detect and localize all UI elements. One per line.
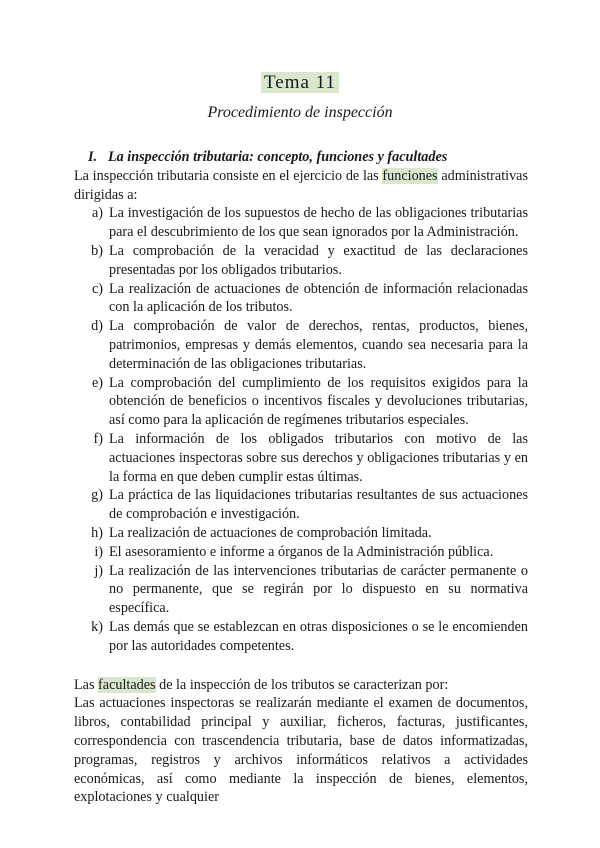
list-text: La información de los obligados tributarios con motivo de las actuaciones inspectoras sobre sus derechos y obligaciones tributarias y en la forma en que deben cumplir estas últimas.	[109, 430, 528, 485]
intro-before: La inspección tributaria consiste en el ejercicio de las	[74, 167, 383, 184]
list-item	[74, 374, 528, 430]
chapter-title	[0, 72, 600, 94]
list-item	[74, 562, 528, 618]
highlight-funciones: funciones	[382, 167, 438, 184]
document-body	[74, 148, 528, 807]
list-marker: a)	[91, 205, 103, 222]
section-heading	[74, 148, 528, 167]
functions-list	[74, 204, 528, 655]
facultades-paragraph: Las actuaciones inspectoras se realizarán mediante el examen de documentos, libros, contabilidad principal y auxiliar, ficheros, facturas, justificantes, correspondencia con trascendencia tributaria, base de datos informatizadas, programas, registros y archivos informáticos relativos a actividades económicas, así como mediante la inspección de bienes, elementos, explotaciones y cualquier	[74, 695, 528, 806]
list-item	[74, 317, 528, 373]
chapter-title-text: Tema 11	[261, 72, 339, 93]
chapter-subtitle: Procedimiento de inspección	[207, 104, 393, 121]
highlight-facultades: facultades	[98, 676, 156, 693]
intro-after: administrativas dirigidas a:	[74, 167, 528, 203]
list-item	[74, 280, 528, 318]
facultades-after: de la inspección de los tributos se caracterizan por:	[155, 676, 449, 693]
intro-paragraph	[74, 167, 528, 205]
list-text: La realización de las intervenciones tributarias de carácter permanente o no permanente, que se regirán por lo dispuesto en su normativa específica.	[109, 562, 528, 617]
list-text: La comprobación de valor de derechos, rentas, productos, bienes, patrimonios, empresas y demás elementos, cuando sea necesaria para la determinación de las obligaciones tributarias.	[109, 318, 528, 372]
list-text: La realización de actuaciones de comprobación limitada.	[109, 524, 432, 541]
list-marker: f)	[93, 430, 103, 447]
list-marker: h)	[91, 524, 103, 541]
list-item	[74, 242, 528, 280]
section-title: La inspección tributaria: concepto, funciones y facultades	[108, 149, 448, 165]
list-item	[74, 430, 528, 486]
list-marker: d)	[91, 318, 103, 335]
list-marker: j)	[94, 562, 103, 579]
list-text: La investigación de los supuestos de hecho de las obligaciones tributarias para el descubrimiento de los que sean ignorados por la Administración.	[109, 205, 528, 241]
list-text: Las demás que se establezcan en otras disposiciones o se le encomienden por las autoridades competentes.	[109, 618, 528, 654]
list-marker: c)	[91, 280, 103, 297]
list-marker: k)	[91, 618, 103, 635]
list-text: La comprobación del cumplimiento de los requisitos exigidos para la obtención de beneficios o incentivos fiscales y devoluciones tributarias, así como para la aplicación de regímenes tributarios especiales.	[109, 374, 528, 429]
list-text: La realización de actuaciones de obtención de información relacionadas con la aplicación de los tributos.	[109, 280, 528, 316]
list-text: La comprobación de la veracidad y exactitud de las declaraciones presentadas por los obligados tributarios.	[109, 242, 528, 278]
list-marker: e)	[91, 374, 103, 391]
list-marker: b)	[91, 242, 103, 259]
paragraph-spacer	[74, 656, 528, 676]
list-text: El asesoramiento e informe a órganos de la Administración pública.	[109, 543, 494, 560]
list-item	[74, 618, 528, 656]
list-item	[74, 204, 528, 242]
list-item	[74, 543, 528, 562]
list-marker: i)	[94, 543, 103, 560]
facultades-intro	[74, 676, 528, 695]
list-item	[74, 524, 528, 543]
list-marker: g)	[91, 487, 103, 504]
section-number: I.	[88, 149, 98, 165]
list-item	[74, 486, 528, 524]
facultades-before: Las	[74, 676, 99, 693]
list-text: La práctica de las liquidaciones tributarias resultantes de sus actuaciones de comprobación e investigación.	[109, 487, 528, 523]
